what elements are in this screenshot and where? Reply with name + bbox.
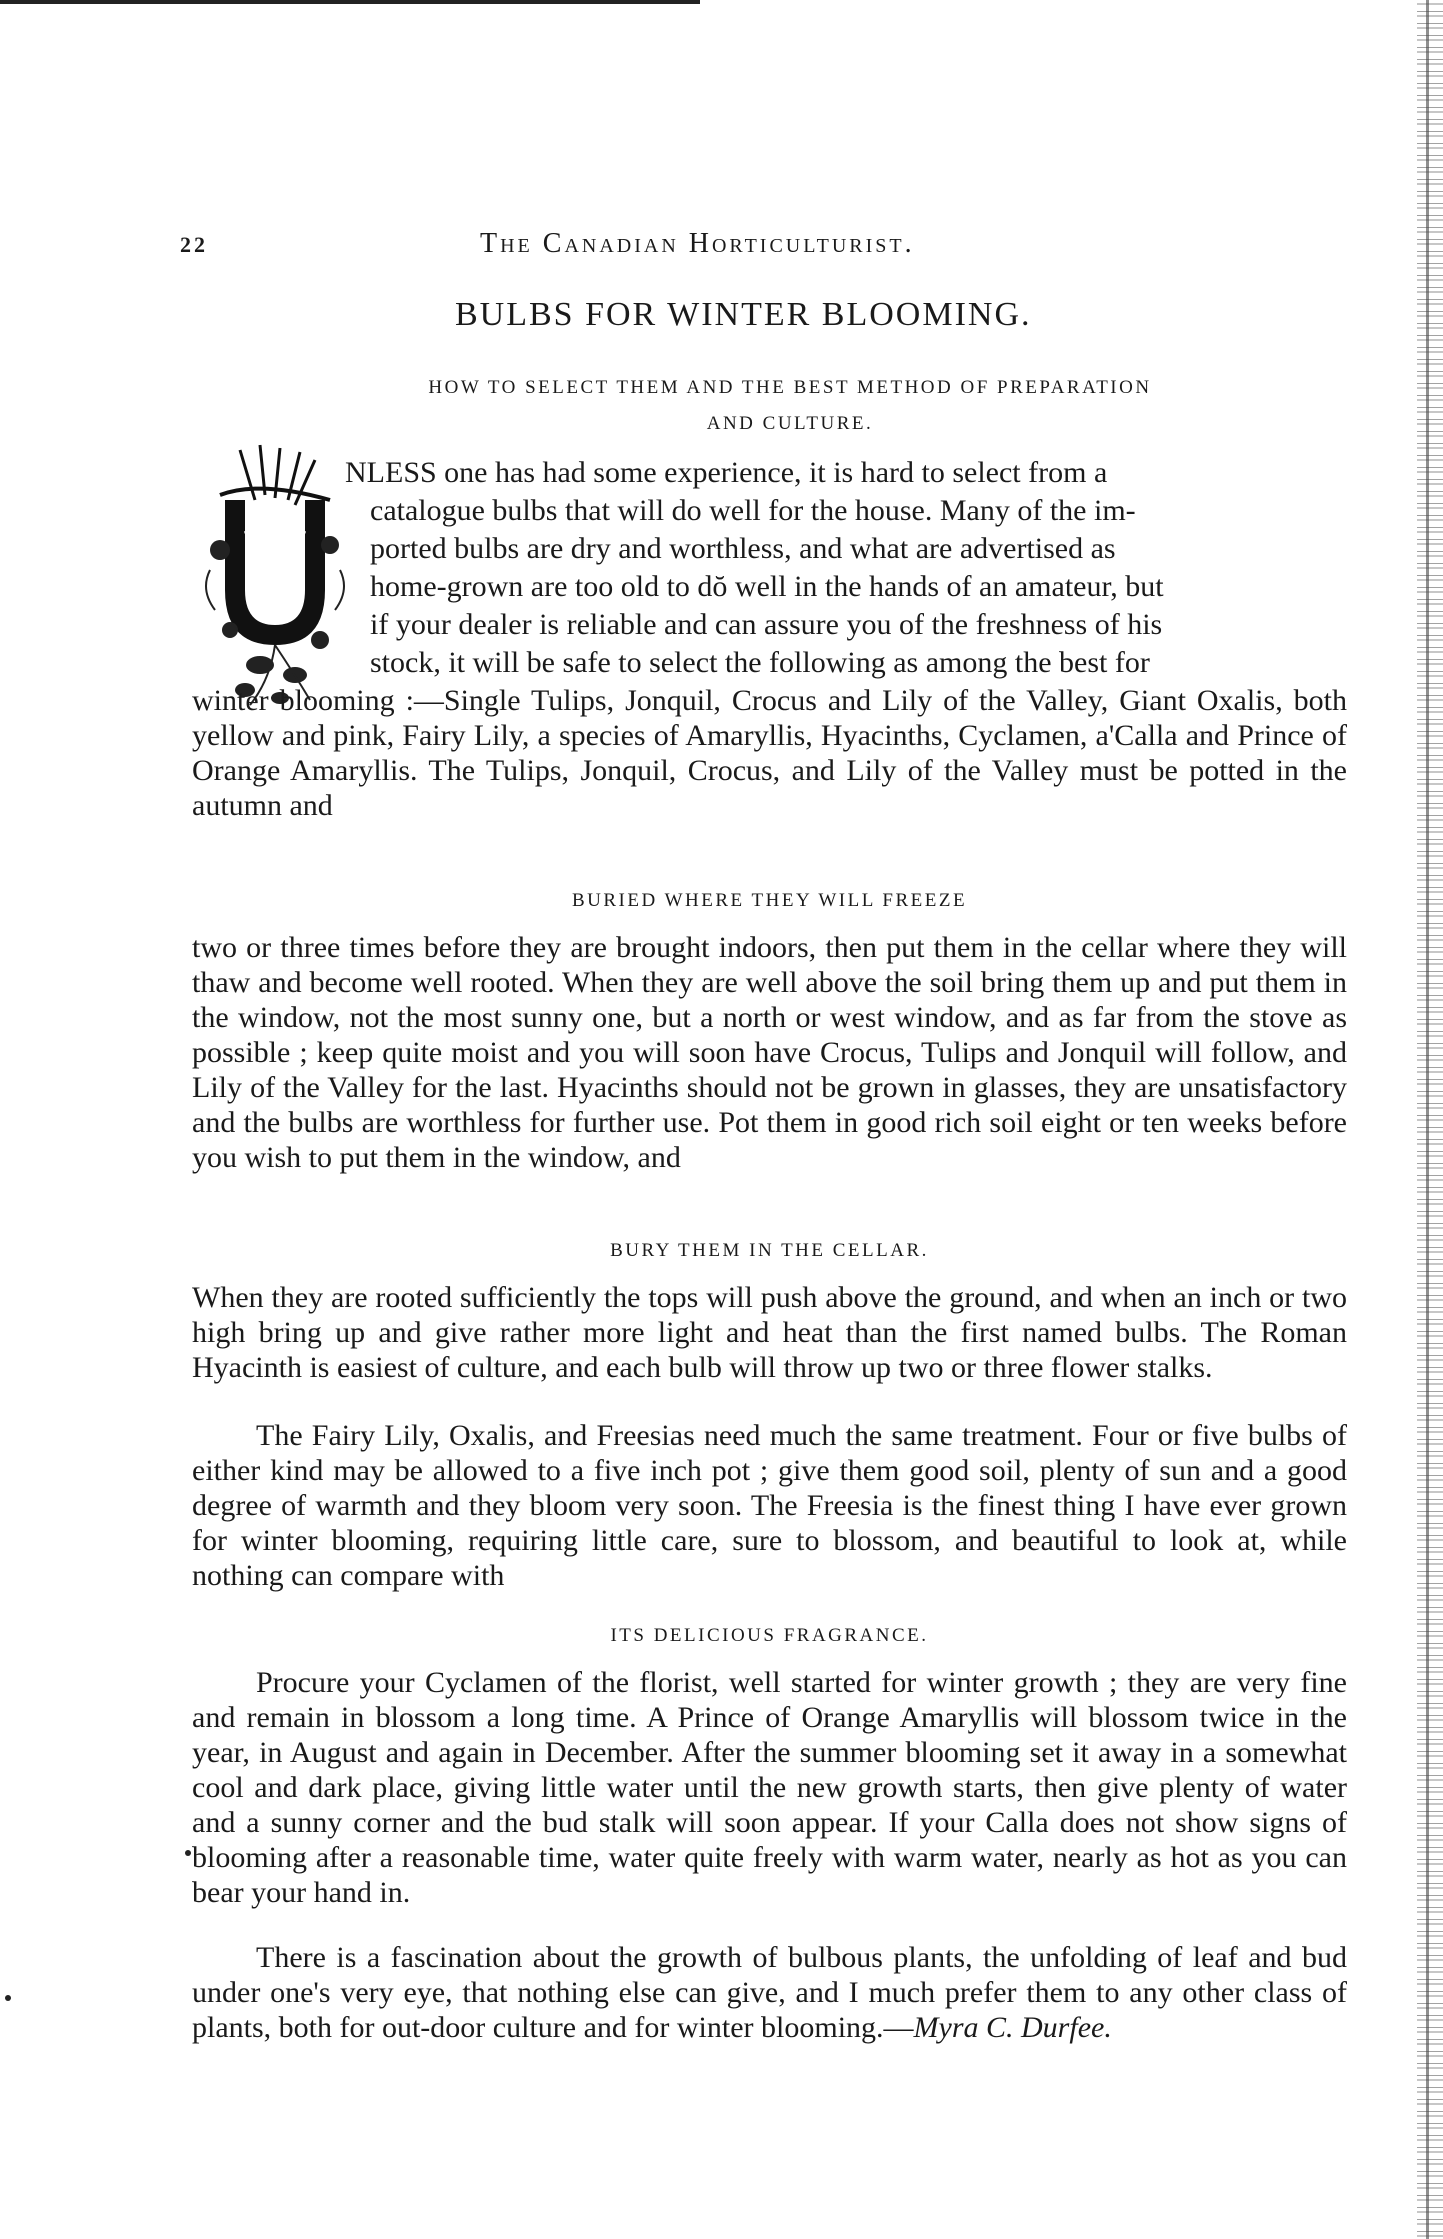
opening-line: ported bulbs are dry and worthless, and what are advertised as [370,532,1116,565]
opening-line: stock, it will be safe to select the following as among the best for [370,646,1150,679]
paragraph-6 [192,1940,1347,2045]
stray-mark [5,1995,11,2001]
section-heading: BURY THEM IN THE CELLAR. [610,1240,929,1261]
section-heading: BURIED WHERE THEY WILL FREEZE [571,890,968,911]
opening-line: catalogue bulbs that will do well for the house. Many of the im- [370,494,1136,527]
paragraph-3: When they are rooted sufficiently the tops will push above the ground, and when an inch or two high bring up and give rather more light and heat than the first named bulbs. The Roman Hyacinth is easiest of culture, and each bulb will throw up two or three flower stalks. [192,1281,1347,1384]
opening-line: NLESS one has had some experience, it is hard to select from a [345,456,1108,489]
ornate-foliage-initial-icon [200,440,350,710]
opening-line: if your dealer is reliable and can assure you of the freshness of his [370,608,1163,641]
paragraph-1-continued: winter blooming :—Single Tulips, Jonquil, Crocus and Lily of the Valley, Giant Oxalis, both yellow and pink, Fairy Lily, a species of Amaryllis, Hyacinths, Cyclamen, a'Calla and Prince of Orange Amaryllis. The Tulips, Jonquil, Crocus, and Lily of the Valley must be potted in the autumn and [192,684,1347,822]
running-head: The Canadian Horticulturist. [480,228,915,259]
paragraph-4: The Fairy Lily, Oxalis, and Freesias need much the same treatment. Four or five bulbs of either kind may be allowed to a five inch pot ; give them good soil, plenty of sun and a good degree of warmth and they bloom very soon. The Freesia is the finest thing I have ever grown for winter blooming, requiring little care, sure to blossom, and beautiful to look at, while nothing can compare with [192,1419,1347,1592]
paragraph-6-text: There is a fascination about the growth of bulbous plants, the unfolding of leaf and bud under one's very eye, that nothing else can give, and I much prefer them to any other class of plants, both for out-door culture and for winter blooming.— [192,1941,1347,2044]
author-signature: Myra C. Durfee. [913,2011,1112,2044]
paragraph-2: two or three times before they are brought indoors, then put them in the cellar where they will thaw and become well rooted. When they are well above the soil bring them up and put them in the window, not the most sunny one, but a north or west window, and as far from the stove as possible ; keep quite moist and you will soon have Crocus, Tulips and Jonquil will follow, and Lily of the Valley for the last. Hyacinths should not be grown in glasses, they are unsatisfactory and the bulbs are worthless for further use. Pot them in good rich soil eight or ten weeks before you wish to put them in the window, and [192,931,1347,1174]
article-subtitle-line1: HOW TO SELECT THEM AND THE BEST METHOD OF PREPARATION [428,377,1152,398]
drop-cap-letter: U [242,511,308,610]
page-number: 22 [180,232,208,257]
article-title: BULBS FOR WINTER BLOOMING. [455,296,1032,333]
stray-mark [185,1850,191,1856]
article-subtitle-line2: AND CULTURE. [706,413,874,434]
page-edge-binding [1417,0,1443,2239]
top-border-rule [0,0,700,4]
opening-line: home-grown are too old to dŏ well in the hands of an amateur, but [370,570,1164,603]
paragraph-5: Procure your Cyclamen of the florist, well started for winter growth ; they are very fine and remain in blossom a long time. A Prince of Orange Amaryllis will blossom twice in the year, in August and again in December. After the summer blooming set it away in a somewhat cool and dark place, giving little water until the new growth starts, then give plenty of water and a sunny corner and the bud stalk will soon appear. If your Calla does not show signs of blooming after a reasonable time, water quite freely with warm water, nearly as hot as you can bear your hand in. [192,1666,1347,1909]
section-heading: ITS DELICIOUS FRAGRANCE. [610,1625,929,1646]
page-edge-line [1426,0,1429,2239]
